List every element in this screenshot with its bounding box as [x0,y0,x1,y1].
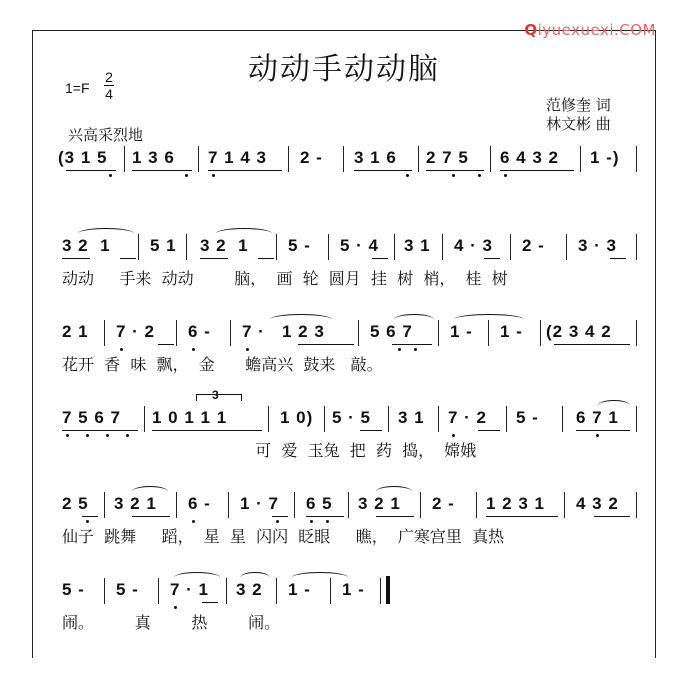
barline [562,406,563,432]
barline [276,578,277,604]
score-system-2 [58,236,640,262]
score-system-3 [58,322,640,348]
score-system-6 [58,580,640,606]
octave-dot [212,174,215,177]
measure: 5 - [62,580,85,599]
score-system-4 [58,408,640,434]
beam [200,258,228,259]
score-system-5 [58,494,640,520]
octave-dot [406,174,409,177]
barline [268,406,269,432]
beam [120,258,136,259]
slur [292,572,348,583]
measure: 5 · 5 [332,408,372,427]
measure: 2 1 [62,322,89,341]
beam [158,344,174,345]
beam [62,258,90,259]
barline [490,146,491,172]
slur [78,228,134,239]
measure: 7 · 2 [116,322,156,341]
slur [216,228,272,239]
barline [540,320,541,346]
time-signature [104,70,114,101]
lyrics-line-5: 仙子 跳舞 蹈， 星 星 闪闪 眨眼 瞧， 广寒宫里 真热 [62,527,505,546]
beam [132,170,192,171]
measure: 1 - [500,322,523,341]
composer-credit: 林文彬 曲 [546,115,611,133]
barline [380,578,381,604]
beam [426,170,484,171]
measure: 6 7 1 [576,408,619,427]
barline [276,234,277,260]
measure: 2 - [300,148,323,167]
beam [360,430,382,431]
barline [636,146,637,172]
measure: 5 - [516,408,539,427]
watermark [524,21,656,39]
measure: 5 1 [150,236,177,255]
barline [566,234,567,260]
measure: 3 2 1 [358,494,401,513]
barline [324,406,325,432]
beam [258,258,274,259]
barline [176,492,177,518]
beam [82,516,98,517]
barline [636,320,637,346]
measure: 6 - [188,322,211,341]
octave-dot [185,174,188,177]
measure: 3 2 1 [62,236,111,255]
slur [376,486,412,497]
barline [476,492,477,518]
beam [376,516,414,517]
octave-dot [326,520,329,523]
song-title: 动动手动动脑 [248,52,440,87]
barline [158,578,159,604]
measure: 1 3 6 [132,148,175,167]
octave-dot [120,348,123,351]
barline [328,234,329,260]
measure: 2 - [522,236,545,255]
measure: 3 · 3 [578,236,618,255]
measure: 1 - [450,322,473,341]
beam [484,258,500,259]
slur [598,400,630,411]
octave-dot [66,434,69,437]
barline [144,406,145,432]
measure: 7 · 2 [448,408,488,427]
barline [580,146,581,172]
measure: (2 3 4 2 [546,322,612,341]
beam [576,430,630,431]
slur [132,486,168,497]
measure: 6 - [188,494,211,513]
beam [132,516,170,517]
slur [270,314,332,325]
barline [138,234,139,260]
barline [358,320,359,346]
measure: 3 1 [404,236,431,255]
tempo-marking: 兴高采烈地 [68,126,144,144]
beam [298,344,354,345]
beam [610,258,626,259]
octave-dot [504,174,507,177]
barline [438,406,439,432]
octave-dot [174,606,177,609]
beam [306,516,344,517]
slur [240,572,270,583]
barline [348,492,349,518]
octave-dot [86,434,89,437]
triplet-number: 3 [212,388,219,402]
beam [554,344,630,345]
barline [198,146,199,172]
barline [442,234,443,260]
beam [478,430,500,431]
slur [394,314,434,325]
barline [176,320,177,346]
measure: 5 6 7 [370,322,413,341]
barline [636,406,637,432]
barline [186,234,187,260]
beam [354,170,412,171]
beam [272,516,288,517]
octave-dot [192,520,195,523]
beam [486,516,558,517]
credits [546,96,611,134]
watermark-text: iyuexuexi.COM [537,21,656,39]
barline [226,578,227,604]
octave-dot [106,434,109,437]
barline [636,234,637,260]
barline [418,146,419,172]
barline [506,406,507,432]
barline [438,320,439,346]
measure: 5 - [288,236,311,255]
watermark-q-logo: Q [524,21,538,39]
lyrics-line-6: 闹。 真 热 闹。 [62,613,281,632]
beam [500,170,574,171]
measure: 3 2 1 [114,494,157,513]
barline [294,492,295,518]
measure: 7 1 4 3 [208,148,267,167]
beam [392,344,432,345]
barline [388,406,389,432]
key-signature: 1=F [65,80,90,96]
beam [152,430,262,431]
beam [202,602,218,603]
beam [66,170,116,171]
octave-dot [276,520,279,523]
measure: 7 · 1 [170,580,210,599]
measure: 7 5 6 7 [62,408,121,427]
octave-dot [596,434,599,437]
barline [510,234,511,260]
time-signature-bottom: 4 [105,86,113,102]
measure: 1 - [288,580,311,599]
octave-dot [414,348,417,351]
barline [564,492,565,518]
barline [394,234,395,260]
measure: 5 - [116,580,139,599]
measure: 2 5 [62,494,89,513]
octave-dot [86,520,89,523]
measure: (3 1 5 [58,148,108,167]
barline [124,146,125,172]
measure: 1 2 3 1 [486,494,545,513]
barline [288,146,289,172]
barline [420,492,421,518]
octave-dot [192,348,195,351]
measure: 3 1 6 [354,148,397,167]
lyrics-line-2: 动动 手来 动动 脑， 画 轮 圆月 挂 树 梢， 桂 树 [62,269,508,288]
lyricist-credit: 范修奎 词 [546,96,611,114]
beam [372,258,388,259]
measure: 3 2 [236,580,263,599]
measure: 1 -) [590,148,620,167]
octave-dot [126,434,129,437]
measure: 1 0 1 1 1 [152,408,228,427]
octave-dot [478,174,481,177]
octave-dot [398,348,401,351]
measure: 3 2 1 [200,236,249,255]
lyrics-line-4: 可 爱 玉兔 把 药 捣， 嫦娥 [62,441,477,460]
time-signature-top: 2 [105,69,113,85]
measure: 6 5 [306,494,333,513]
measure: 3 1 [398,408,425,427]
measure: 7 · 1 2 3 [242,322,325,341]
measure: 4 3 2 [576,494,619,513]
octave-dot [246,348,249,351]
measure: 5 · 4 [340,236,380,255]
lyrics-line-3: 花开 香 味 飘， 金 蟾高兴 鼓来 敲。 [62,355,383,374]
measure: 2 7 5 [426,148,469,167]
measure: 1 - [342,580,365,599]
beam [208,170,282,171]
measure: 1 0) [280,408,314,427]
score-system-1 [58,148,640,174]
beam [62,430,138,431]
barline [343,146,344,172]
beam [594,516,630,517]
measure: 6 4 3 2 [500,148,559,167]
barline [104,578,105,604]
barline [104,492,105,518]
final-barline [386,576,390,604]
measure: 2 - [432,494,455,513]
octave-dot [452,174,455,177]
barline [230,320,231,346]
octave-dot [310,520,313,523]
barline [104,320,105,346]
slur [174,572,220,583]
octave-dot [109,174,112,177]
triplet-bracket [196,394,242,401]
barline [228,492,229,518]
measure: 4 · 3 [454,236,494,255]
measure: 1 · 7 [240,494,280,513]
slur [454,314,524,325]
barline [636,492,637,518]
octave-dot [452,434,455,437]
